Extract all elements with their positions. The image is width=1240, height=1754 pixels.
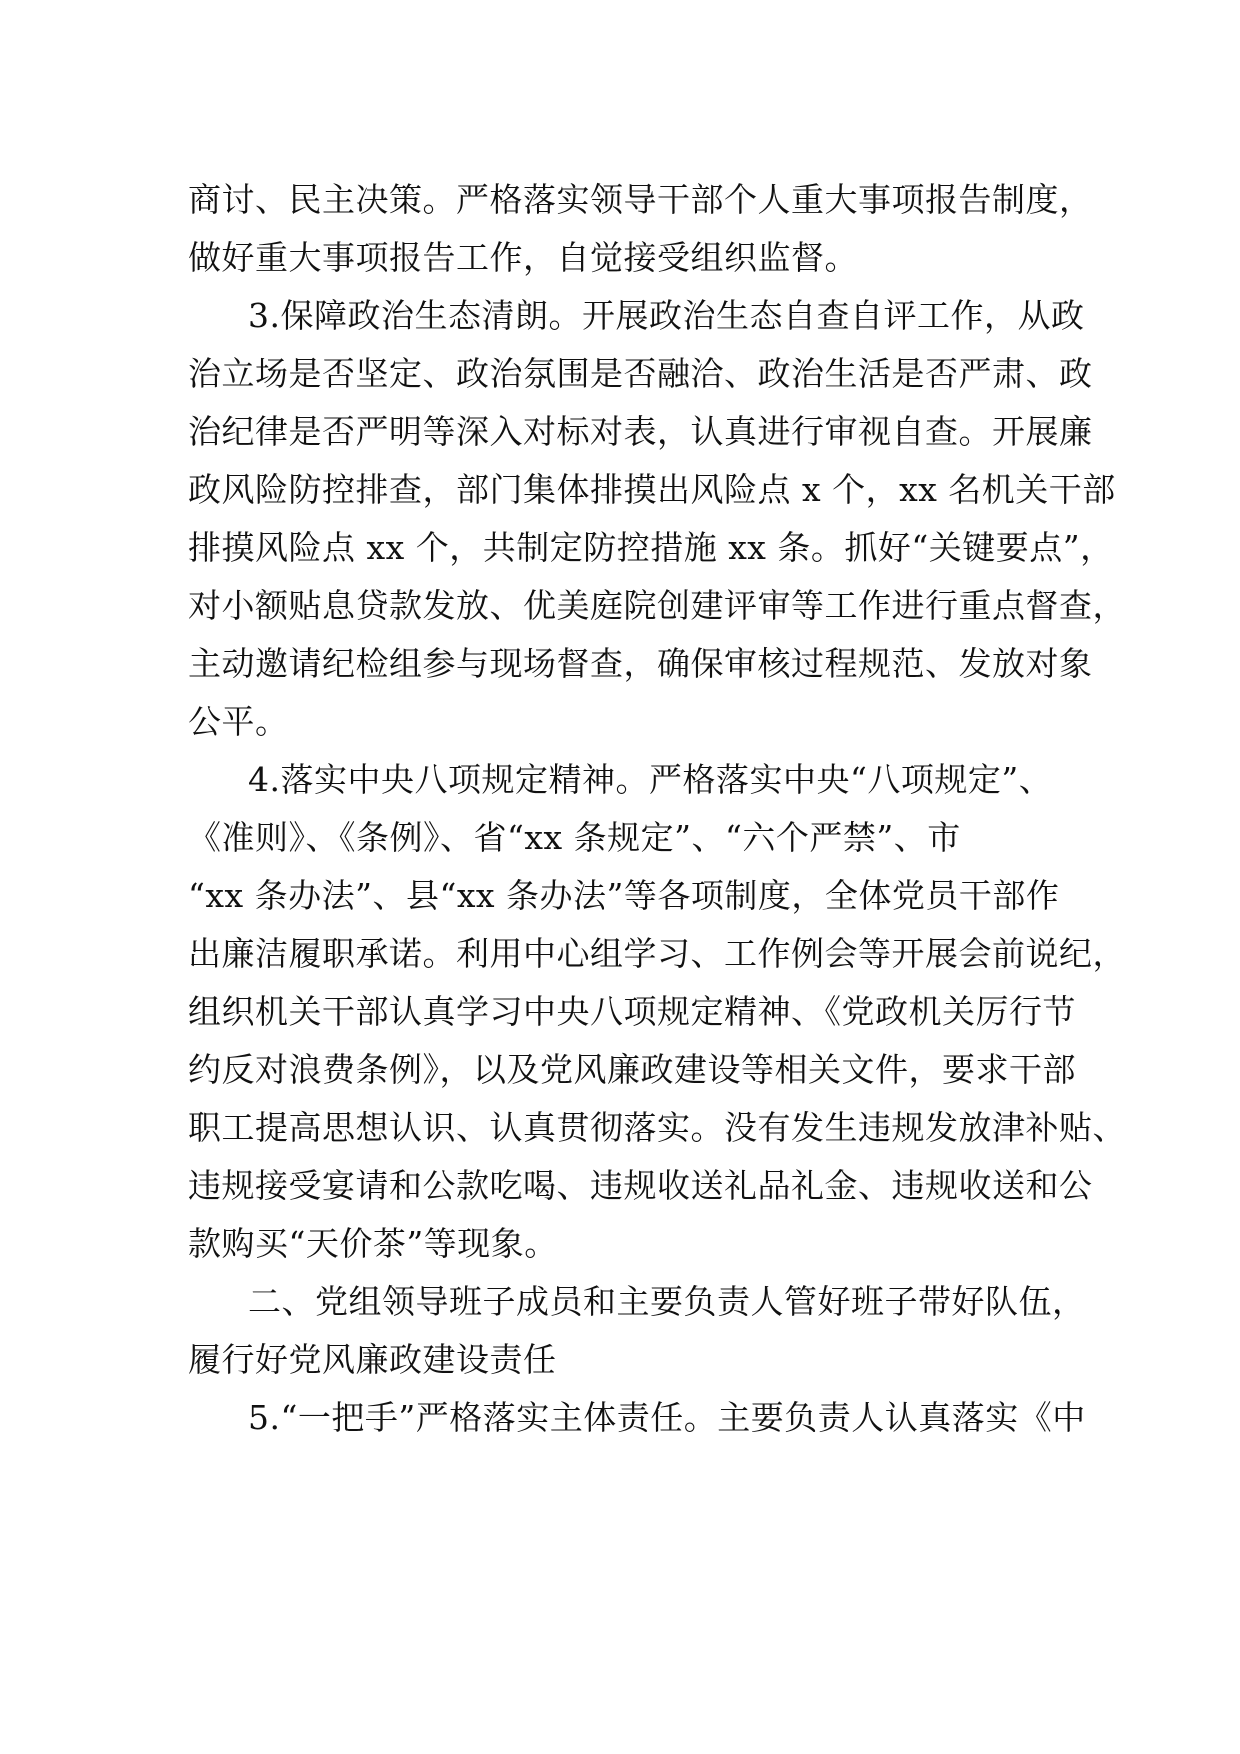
text-line: 违规接受宴请和公款吃喝、违规收送礼品礼金、违规收送和公 bbox=[188, 1166, 1093, 1205]
paragraph-start-line: 4.落实中央八项规定精神。严格落实中央“八项规定”、 bbox=[248, 760, 1053, 799]
text-line: 约反对浪费条例》，以及党风廉政建设等相关文件，要求干部 bbox=[188, 1050, 1076, 1089]
text-line: 职工提高思想认识、认真贯彻落实。没有发生违规发放津补贴、 bbox=[188, 1108, 1126, 1147]
paragraph-start-line: 5.“一把手”严格落实主体责任。主要负责人认真落实《中 bbox=[248, 1398, 1086, 1437]
text-line: 组织机关干部认真学习中央八项规定精神、《党政机关厉行节 bbox=[188, 992, 1076, 1031]
section-heading-line: 履行好党风廉政建设责任 bbox=[188, 1340, 557, 1379]
paragraph-start-line: 3.保障政治生态清朗。开展政治生态自查自评工作，从政 bbox=[248, 296, 1085, 335]
text-line: 主动邀请纪检组参与现场督查，确保审核过程规范、发放对象 bbox=[188, 644, 1093, 683]
text-line: 出廉洁履职承诺。利用中心组学习、工作例会等开展会前说纪， bbox=[188, 934, 1126, 973]
text-line: 款购买“天价茶”等现象。 bbox=[188, 1224, 558, 1263]
text-line: 做好重大事项报告工作，自觉接受组织监督。 bbox=[188, 238, 858, 277]
text-line: 治立场是否坚定、政治氛围是否融洽、政治生活是否严肃、政 bbox=[188, 354, 1093, 393]
text-line: “xx 条办法”、县“xx 条办法”等各项制度，全体党员干部作 bbox=[188, 876, 1060, 915]
text-line: 对小额贴息贷款发放、优美庭院创建评审等工作进行重点督查， bbox=[188, 586, 1126, 625]
text-line: 公平。 bbox=[188, 702, 289, 741]
text-line: 《准则》、《条例》、省“xx 条规定”、“六个严禁”、市 bbox=[188, 818, 961, 857]
text-line: 治纪律是否严明等深入对标对表，认真进行审视自查。开展廉 bbox=[188, 412, 1093, 451]
text-line: 排摸风险点 xx 个，共制定防控措施 xx 条。抓好“关键要点”， bbox=[188, 528, 1114, 567]
text-line: 商讨、民主决策。严格落实领导干部个人重大事项报告制度， bbox=[188, 180, 1093, 219]
section-heading-line: 二、党组领导班子成员和主要负责人管好班子带好队伍， bbox=[248, 1282, 1086, 1321]
text-line: 政风险防控排查，部门集体排摸出风险点 x 个，xx 名机关干部 bbox=[188, 470, 1116, 509]
